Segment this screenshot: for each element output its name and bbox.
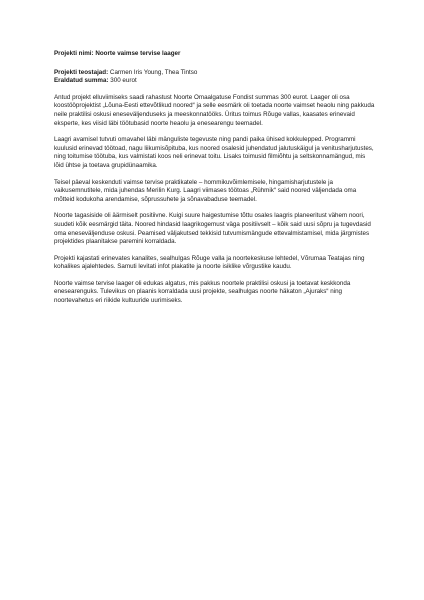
authors-line — [54, 69, 376, 78]
amount-value: 300 eurot — [108, 77, 137, 85]
paragraph-opening: Laagri avamisel tutvuti omavahel läbi mänguliste tegevuste ning pandi paika ühised kokkulepped. Programmi kuulusid erinevad töötoad, nagu liikumisõpituba, kus noored osalesid juhendatud jalutuskäigul ja venitusharjutustes, ning toitumise töötuba, kus valmistati koos neli erinevat toitu. Lisaks toimusid filmiõhtu ja seltskonnamängud, mis lõid ühtse ja toetava grupidünaamika. — [54, 136, 374, 169]
paragraph-funding: Antud projekt elluviimiseks saadi rahastust Noorte Omaalgatuse Fondist summas 300 eurot. Laager oli osa koostööprojektist „Lõuna-Eesti ettevõtlikud noored“ ja selle eesmärk oli toetada noorte vaimset heaolu ning pakkuda neile praktilisi oskusi eneseväljenduseks ja meeskonnatööks. Üritus toimus Rõuge vallas, kaasates erinevaid eksperte, kes viisid läbi töötubasid noorte heaolu ja enesearengu teemadel. — [54, 93, 375, 127]
paragraph-conclusion: Noorte vaimse tervise laager oli edukas algatus, mis pakkus noortele praktilisi oskusi ja toetavat keskkonda enesearenguks. Tulevikus on plaanis korraldada uusi projekte, sealhulgas noorte häkaton „Ajuraks“ ning noortevahetus eri riikide kultuuride uurimiseks. — [54, 279, 351, 305]
authors-value: Carmen Iris Young, Thea Tintso — [108, 68, 198, 76]
project-meta — [54, 69, 376, 86]
document-title: Projekti nimi: Noorte vaimse tervise laager — [54, 50, 181, 57]
paragraph-second-day: Teisel päeval keskenduti vaimse tervise praktikatele – hommikuvõimlemisele, hingamisharjutustele ja vaikusemnutitele, mida juhendas Merilin Kurg. Laagri viimases töötoas „Rühmik“ said noored väljendada oma mõtteid kodukoha arendamise, sõprussuhete ja sõnavabaduse teemadel. — [54, 178, 357, 203]
authors-label: Projekti teostajad: — [54, 68, 109, 76]
paragraph-feedback: Noorte tagasiside oli äärmiselt positiivne. Kuigi suure haigestumise tõttu osales laagris planeeritust vähem noori, suudeti kõik eesmärgid täita. Noored hindasid laagrikogemust väga positiivselt – kõik said uusi sõpru ja tugevdasid oma eneseväljenduse oskusi. Peamised väljakutsed tekkisid tutvumismängude ettevalmistamisel, mida järgmistes projektides plaanitakse paremini korraldada. — [54, 212, 371, 246]
amount-line — [54, 77, 376, 86]
amount-label: Eraldatud summa: — [54, 77, 109, 85]
document-page — [54, 50, 376, 314]
paragraph-coverage: Projekti kajastati erinevates kanalites, sealhulgas Rõuge valla ja noortekeskuse lehtedel, Võrumaa Teatajas ning kohalikes ajalehtedes. Samuti levitati infot plakatite ja noorte isiklike võrgustike kaudu. — [54, 254, 365, 271]
